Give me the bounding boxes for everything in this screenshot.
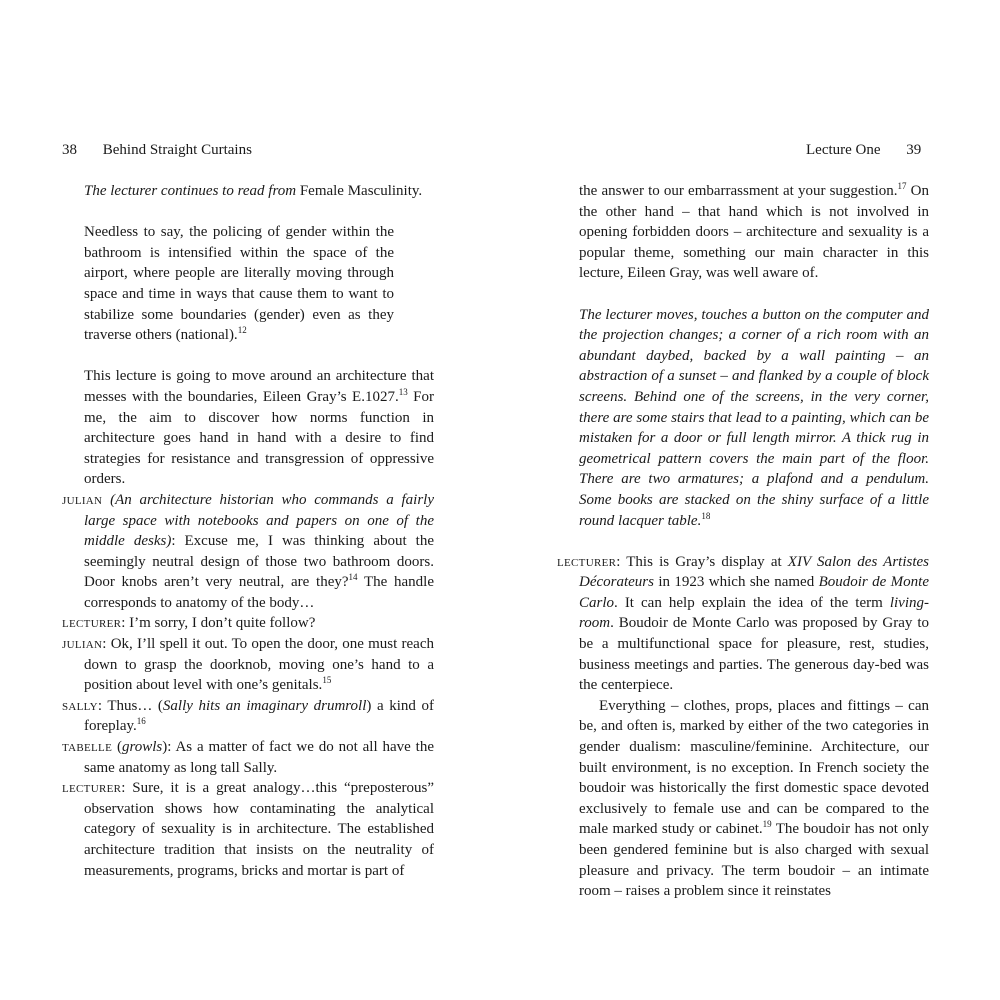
paragraph-text: For me, the aim to discover how norms function in architecture goes hand in hand with a desire to find strategies for resistance and transgression of oppressive orders. — [84, 388, 434, 488]
right-page-number: 39 — [906, 142, 922, 158]
body-paragraph — [557, 696, 929, 902]
stage-direction-text: The lecturer continues to read from — [84, 183, 297, 199]
dialogue-text: ( — [112, 739, 122, 756]
dialogue-text: . Boudoir de Monte Carlo was proposed by Gray to be a multifunctional space for pleasure, rest, studies, business meetings and parties. The generous day-bed was the centerpiece. — [579, 615, 929, 694]
dialogue-text: On the other hand – that hand which is not involved in opening forbidden doors – architecture and sexuality is a popular theme, something our main character in this lecture, Eileen Gray, was well aware of. — [579, 183, 929, 282]
speaker-name: tabelle — [62, 739, 113, 756]
speaker-name: julian — [62, 491, 103, 508]
work-title: Boudoir de Monte Carlo — [579, 574, 929, 611]
speaker-name: julian — [62, 636, 103, 653]
block-quote — [62, 222, 434, 346]
dialogue-text: ) a kind of foreplay. — [84, 697, 434, 735]
footnote-ref: 18 — [701, 510, 711, 521]
paragraph-text: This lecture is going to move around an architecture that messes with the boundaries, Eileen Gray’s E.1027. — [84, 368, 434, 405]
dialogue-lecturer — [557, 552, 929, 696]
left-page-header — [62, 141, 252, 159]
book-title: Female Masculinity. — [296, 183, 423, 199]
speaker-name: lecturer — [62, 615, 122, 632]
footnote-ref: 13 — [398, 386, 408, 397]
dialogue-sally — [62, 696, 434, 737]
footnote-ref: 19 — [762, 819, 772, 830]
dialogue-text: the answer to our embarrassment at your suggestion. — [579, 183, 898, 199]
dialogue-text: : Excuse me, I was thinking about the seemingly neutral design of those two bathroom doors. Door knobs aren’t very neutral, are they? — [84, 533, 434, 591]
dialogue-lecturer — [62, 778, 434, 881]
dialogue-julian — [62, 490, 434, 614]
dialogue-julian — [62, 634, 434, 696]
footnote-ref: 16 — [136, 716, 146, 727]
stage-direction-inline: Sally hits an imaginary drumroll — [162, 697, 367, 714]
dialogue-text: ): As a matter of fact we do not all have the same anatomy as long tall Sally. — [84, 739, 434, 776]
footnote-ref: 15 — [322, 675, 332, 686]
stage-direction-inline: (An architecture historian who commands a fairly large space with notebooks and papers on one of the middle desks) — [84, 491, 435, 550]
dialogue-text: . It can help explain the idea of the term — [614, 594, 890, 611]
left-page-body — [62, 181, 434, 881]
quote-text: Needless to say, the policing of gender within the bathroom is intensified within the space of the airport, where people are literally moving through space and time in ways that cause them to want to stabilize some boundaries (gender) even as they traverse others (national). — [84, 224, 394, 344]
left-running-title: Behind Straight Curtains — [102, 142, 252, 158]
stage-direction — [62, 181, 434, 202]
stage-direction — [557, 305, 929, 532]
right-page-body — [557, 181, 929, 902]
paragraph-text: The boudoir has not only been gendered feminine but is also charged with sexual pleasure and privacy. The term boudoir – an intimate room – raises a problem since it reinstates — [579, 821, 929, 900]
speaker-name: lecturer — [62, 780, 122, 797]
paragraph-text: Everything – clothes, props, places and fittings – can be, and often is, marked by either of the two categories in gender dualism: masculine/feminine. Architecture, our built environment, is no exception. In French society the boudoir was historically the first domestic space devoted exclusively to female use and can be compared to the male marked study or cabinet. — [579, 697, 929, 838]
left-page-number: 38 — [62, 142, 77, 158]
body-paragraph — [62, 366, 434, 490]
exhibition-title: XIV Salon des Artistes Décorateurs — [579, 553, 929, 591]
term: living-room — [579, 594, 929, 632]
right-page-header — [806, 141, 921, 159]
stage-direction-text: The lecturer moves, touches a button on the computer and the projection changes; a corner of a rich room with an abundant daybed, backed by a wall painting – an abstraction of a sunset – and flanked by a couple of block screens. Behind one of the screens, in the very corner, there are some stairs that lead to a painting, which can be mistaken for a door or full length mirror. A thick rug in geometrical pattern covers the main part of the floor. There are two armatures; a plafond and a pendulum. Some books are stacked on the shiny surface of a little round lacquer table. — [579, 306, 929, 529]
footnote-ref: 14 — [348, 572, 358, 583]
dialogue-tabelle — [62, 737, 434, 778]
dialogue-text: The handle corresponds to anatomy of the body… — [84, 574, 434, 611]
speaker-name: lecturer — [557, 553, 617, 570]
dialogue-text: : Ok, I’ll spell it out. To open the door, one must reach down to grasp the doorknob, moving one’s hand to a position about level with one’s genitals. — [84, 636, 434, 694]
dialogue-text: : Thus… ( — [97, 697, 163, 714]
dialogue-text: : I’m sorry, I don’t quite follow? — [121, 615, 316, 632]
dialogue-text: in 1923 which she named — [654, 574, 819, 591]
dialogue-text: : Sure, it is a great analogy…this “preposterous” observation shows how contaminating the analytical category of sexuality is in architecture. The established architecture tradition that insists on the neutrality of measurements, programs, bricks and mortar is part of — [84, 780, 434, 879]
dialogue-lecturer — [62, 613, 434, 634]
footnote-ref: 17 — [897, 181, 907, 191]
footnote-ref: 12 — [237, 325, 247, 336]
speaker-name: sally — [62, 697, 98, 714]
stage-direction-inline: growls — [121, 739, 163, 756]
dialogue-text: : This is Gray’s display at — [616, 553, 788, 570]
dialogue-continuation — [557, 181, 929, 284]
right-running-title: Lecture One — [806, 142, 881, 158]
